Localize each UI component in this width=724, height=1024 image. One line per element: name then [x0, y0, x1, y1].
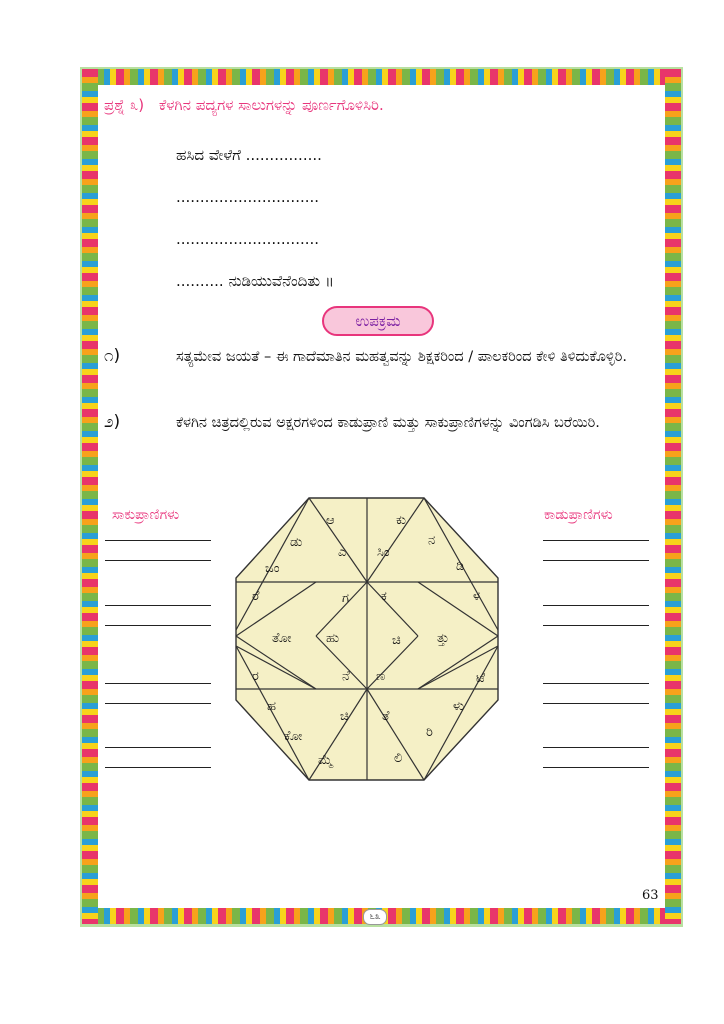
- section-label-badge: ಉಪಕ್ರಮ: [322, 306, 434, 336]
- activity-1-number: ೧): [104, 346, 121, 366]
- answer-line[interactable]: [105, 683, 211, 684]
- puzzle-cell: ಒಂ: [265, 561, 280, 576]
- puzzle-cell: ಕು: [396, 513, 406, 528]
- puzzle-cell: ನ: [428, 533, 436, 548]
- answer-line[interactable]: [543, 683, 649, 684]
- puzzle-cell: ಚಿ: [392, 633, 401, 648]
- puzzle-cell: ರೆ: [252, 589, 260, 604]
- puzzle-cell: ರ: [252, 669, 259, 684]
- puzzle-cell: ಆ: [326, 513, 335, 528]
- puzzle-cell: ಕ: [381, 589, 387, 604]
- answer-line[interactable]: [543, 703, 649, 704]
- puzzle-cell: ಲಿ: [394, 751, 403, 766]
- activity-2-text: ಕೆಳಗಿನ ಚಿತ್ರದಲ್ಲಿರುವ ಅಕ್ಷರಗಳಿಂದ ಕಾಡುಪ್ರಾಣಿ ಮತ್ತು ಸಾಕುಪ್ರಾಣಿಗಳನ್ನು ವಿಂಗಡಿಸಿ ಬರೆಯಿರಿ.: [176, 415, 600, 431]
- puzzle-cell: ತ್ತು: [437, 631, 450, 646]
- answer-line[interactable]: [105, 540, 211, 541]
- puzzle-cell: ಡು: [290, 535, 303, 550]
- answer-line[interactable]: [105, 560, 211, 561]
- question-number: ಪ್ರಶ್ನೆ ೩): [104, 96, 145, 114]
- puzzle-cell: ಹ: [267, 699, 277, 714]
- answer-line[interactable]: [543, 540, 649, 541]
- answer-line[interactable]: [543, 767, 649, 768]
- answer-line[interactable]: [105, 767, 211, 768]
- puzzle-cell: ನೆ: [342, 669, 350, 684]
- poem-line-2: ..............................: [176, 188, 320, 206]
- decorative-border-right: [665, 69, 681, 924]
- puzzle-cell: ಳ: [473, 589, 481, 604]
- answer-line[interactable]: [543, 625, 649, 626]
- poem-line-1: ಹಸಿದ ವೇಳೆಗೆ ................: [176, 146, 322, 164]
- decorative-border-left: [82, 69, 98, 924]
- puzzle-cell: ಕೋ: [284, 729, 303, 744]
- puzzle-cell: ಟೆ: [476, 671, 486, 686]
- question-text: ಕೆಳಗಿನ ಪದ್ಯಗಳ ಸಾಲುಗಳನ್ನು ಪೂರ್ಣಗೊಳಿಸಿರಿ.: [158, 96, 384, 114]
- activity-2-number: ೨): [104, 412, 121, 432]
- poem-line-3: ..............................: [176, 230, 320, 248]
- left-column-heading: ಸಾಕುಪ್ರಾಣಿಗಳು: [112, 507, 180, 523]
- puzzle-cell: ತೋ: [272, 631, 292, 646]
- answer-line[interactable]: [105, 605, 211, 606]
- puzzle-cell: ಸಿಂ: [377, 545, 390, 560]
- decorative-border-top: [82, 69, 681, 85]
- puzzle-cell: ಗ: [342, 591, 350, 606]
- puzzle-cell: ರಿ: [426, 725, 433, 740]
- answer-line[interactable]: [543, 747, 649, 748]
- page-number: 63: [642, 888, 659, 903]
- puzzle-cell: ಡಿ: [456, 559, 465, 574]
- puzzle-cell: ತೆ: [382, 709, 390, 724]
- letter-puzzle-octagon: [234, 496, 500, 782]
- answer-line[interactable]: [543, 560, 649, 561]
- answer-line[interactable]: [105, 625, 211, 626]
- answer-line[interactable]: [105, 703, 211, 704]
- poem-line-4: .......... ನುಡಿಯುವೆನೆಂದಿತು ॥: [176, 272, 334, 290]
- puzzle-cell: ಚಿ: [340, 709, 349, 724]
- page-number-kannada: ೬೩: [363, 909, 387, 925]
- puzzle-cell: ಳು: [453, 699, 465, 714]
- activity-1-text: ಸತ್ಯಮೇವ ಜಯತೆ – ಈ ಗಾದೆಮಾತಿನ ಮಹತ್ವವನ್ನು ಶಿಕ್ಷಕರಿಂದ / ಪಾಲಕರಿಂದ ಕೇಳಿ ತಿಳಿದುಕೊಳ್ಳಿರಿ.: [176, 349, 627, 365]
- answer-line[interactable]: [105, 747, 211, 748]
- puzzle-cell: ಹು: [326, 631, 340, 646]
- puzzle-cell: ಣ: [376, 669, 386, 684]
- puzzle-cell: ಮ್ಮೆ: [318, 753, 333, 768]
- puzzle-cell: ಎ: [338, 545, 347, 560]
- question-heading: [104, 96, 384, 114]
- right-column-heading: ಕಾಡುಪ್ರಾಣಿಗಳು: [544, 507, 613, 523]
- answer-line[interactable]: [543, 605, 649, 606]
